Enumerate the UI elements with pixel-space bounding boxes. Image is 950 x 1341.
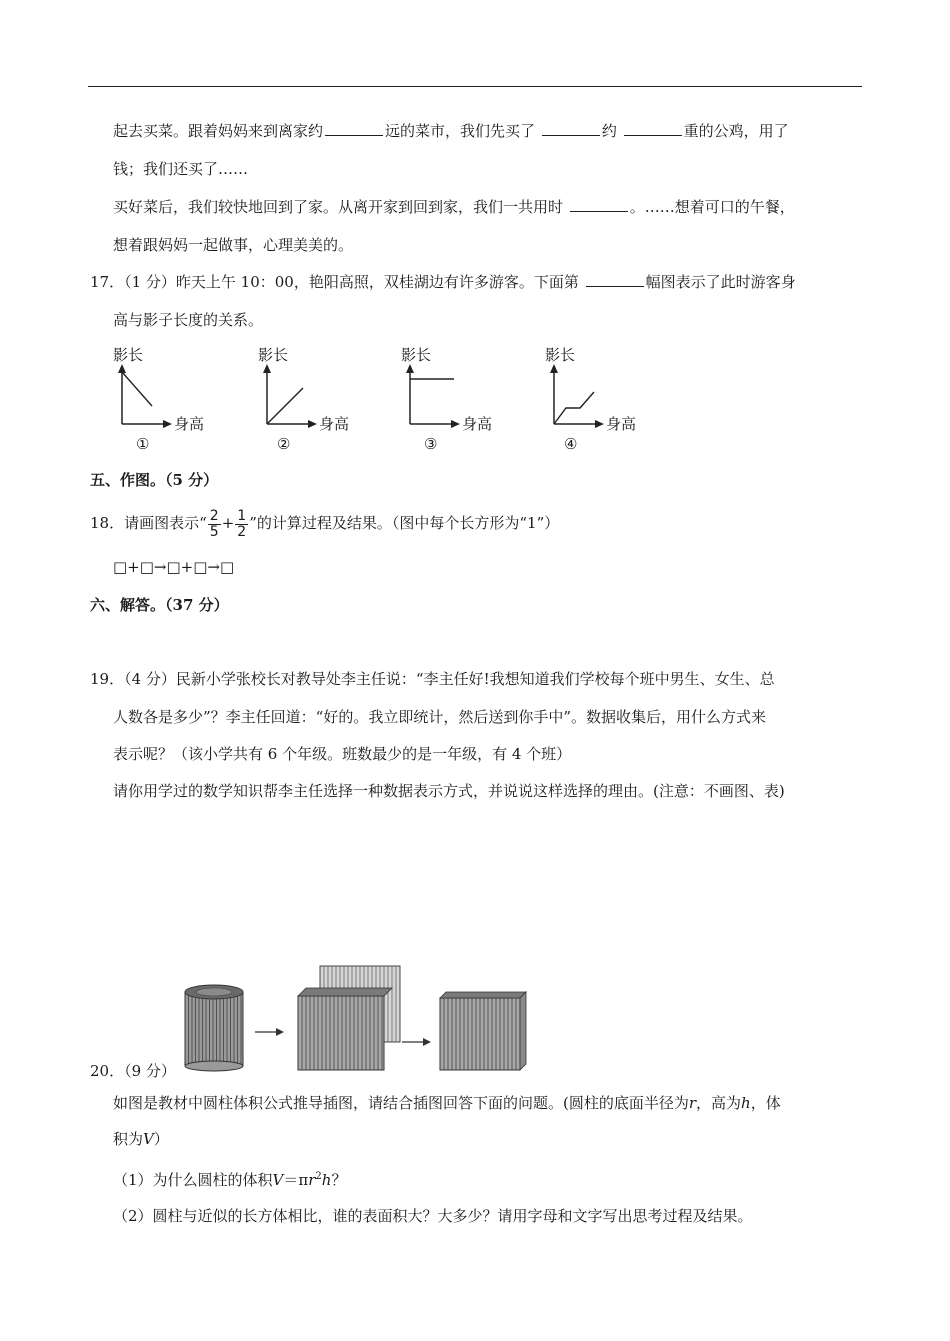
graph-2-y-label: 影长 (258, 346, 289, 364)
q17-line-2: 高与影子长度的关系。 (113, 311, 264, 329)
graph-4-x-label: 身高 (606, 415, 637, 433)
section-6-heading: 六、解答。（37 分） (90, 596, 229, 614)
graph-4-number: ④ (564, 435, 578, 453)
answer-blank-time[interactable] (570, 197, 628, 212)
graph-3-y-label: 影长 (401, 346, 432, 364)
q20-line-1: 如图是教材中圆柱体积公式推导插图，请结合插图回答下面的问题。(圆柱的底面半径为r，高为h，体 (113, 1094, 781, 1112)
graph-1-x-label: 身高 (174, 415, 205, 433)
graph-2-line (267, 388, 303, 424)
q16-line-1: 起去买菜。跟着妈妈来到离家约 远的菜市，我们先买了 约 重的公鸡，用了 (113, 122, 789, 140)
q16-line-2: 钱；我们还买了…… (113, 160, 249, 178)
q19-line-4: 请你用学过的数学知识帮李主任选择一种数据表示方式，并说说这样选择的理由。(注意：不画图、表) (113, 782, 785, 800)
graph-3-number: ③ (424, 435, 438, 453)
graph-4-line (554, 392, 594, 424)
answer-blank-distance[interactable] (325, 121, 383, 136)
q16-line-4: 想着跟妈妈一起做事，心理美美的。 (113, 236, 354, 254)
fraction-2-5: $\frac{2}{5}$ (209, 507, 219, 540)
var-h: h (741, 1094, 751, 1112)
cylinder-to-cuboid-illustration (180, 958, 540, 1078)
header-rule (88, 86, 862, 87)
q17-line-1: 17．（1 分）昨天上午 10：00，艳阳高照，双桂湖边有许多游客。下面第 幅图表示了此时游客身 (90, 273, 796, 291)
q20-heading: 20．（9 分） (90, 1062, 176, 1080)
var-v: V (143, 1130, 154, 1148)
answer-blank-item[interactable] (542, 121, 600, 136)
graph-2-x-label: 身高 (319, 415, 350, 433)
cylinder-image (185, 985, 243, 1071)
graph-3-x-label: 身高 (462, 415, 493, 433)
var-r: r (688, 1094, 697, 1112)
q19-line-3: 表示呢？（该小学共有 6 个年级。班数最少的是一年级，有 4 个班） (113, 745, 572, 763)
graph-1-y-label: 影长 (113, 346, 144, 364)
graph-1-number: ① (136, 435, 150, 453)
fraction-1-2: $\frac{1}{2}$ (237, 507, 247, 540)
q18-line: 18．请画图表示“ $\frac{2}{5}$ + $\frac{1}{2}$ ”的计算过程及结果。（图中每个长方形为“1”） (90, 507, 560, 540)
q19-line-1: 19．（4 分）民新小学张校长对教导处李主任说：“李主任好!我想知道我们学校每个班中男生、女生、总 (90, 670, 775, 688)
graph-4-y-label: 影长 (545, 346, 576, 364)
q20-part-1: （1）为什么圆柱的体积$V=\pi r^2h$？ (113, 1171, 347, 1189)
answer-blank-weight[interactable] (624, 121, 682, 136)
q20-line-2: 积为V） (113, 1130, 169, 1148)
q19-line-2: 人数各是多少”？李主任回道：“好的。我立即统计，然后送到你手中”。数据收集后，用什么方式来 (113, 708, 767, 726)
split-cuboid-image (298, 966, 400, 1070)
graph-2-number: ② (277, 435, 291, 453)
q16-line-3: 买好菜后，我们较快地回到了家。从离开家到回到家，我们一共用时 。……想着可口的午餐， (113, 198, 795, 216)
answer-blank-graph-number[interactable] (586, 272, 644, 287)
cuboid-image (440, 992, 526, 1070)
section-5-heading: 五、作图。（5 分） (90, 471, 219, 489)
q20-part-2: （2）圆柱与近似的长方体相比，谁的表面积大？大多少？请用字母和文字写出思考过程及结果。 (113, 1207, 753, 1225)
cylinder-volume-figure (180, 958, 540, 1082)
graph-1-line (122, 372, 152, 406)
q18-diagram-placeholder: □+□→□+□→□ (113, 558, 235, 576)
